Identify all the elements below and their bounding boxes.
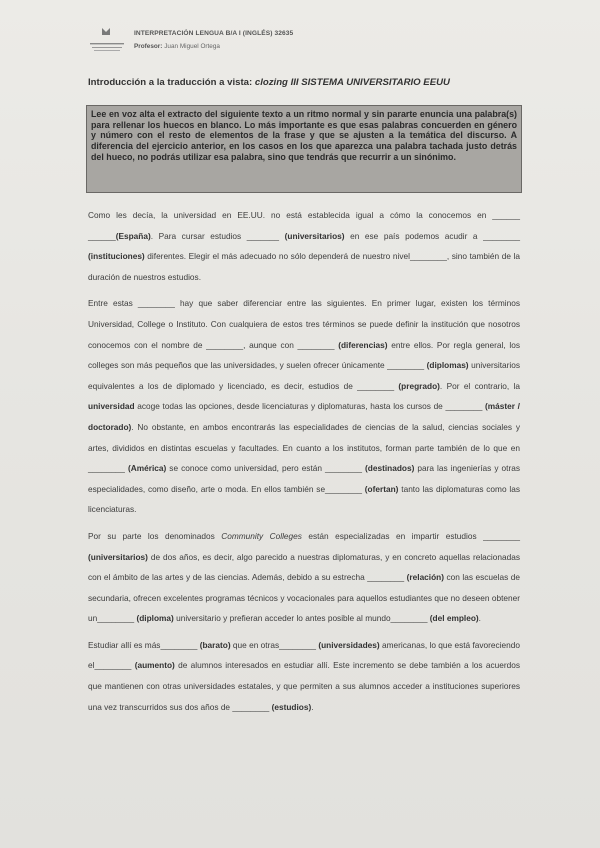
text-run: . No obstante, en ambos encontrarás las especialidades de ciencias de la salud, ciencias sociales y artes, divididos en distintas escuelas y facultades. En cuanto a los institutos, forman parte también de lo que en ________ <box>88 421 520 474</box>
text-run: universitarios equivalentes a los de diplomado y licenciado, es decir, estudios de ________ <box>88 360 520 391</box>
text-run: tanto las diplomaturas como las licenciaturas. <box>88 483 520 515</box>
document-header <box>88 26 548 66</box>
text-run: en ese país podemos acudir a ________ <box>344 230 520 241</box>
answer-hint: (diferencias) <box>338 339 388 350</box>
answer-hint: (ofertan) <box>364 483 399 494</box>
text-run: . <box>311 701 314 712</box>
answer-hint: (España) <box>115 230 151 241</box>
text-run: están especializadas en impartir estudios ________ <box>301 530 520 541</box>
instructions-box <box>86 105 522 193</box>
answer-hint: (instituciones) <box>88 251 145 262</box>
answer-hint: (aumento) <box>134 660 175 671</box>
answer-hint: (diploma) <box>136 613 174 624</box>
text-run: se conoce como universidad, pero están ________ <box>166 463 366 474</box>
text-run: Como les decía, la universidad en EE.UU. no está establecida igual a cómo la conocemos en ______ ______ <box>88 210 520 241</box>
teacher-name: Juan Miguel Ortega <box>164 43 220 50</box>
text-run: con las escuelas de secundaria, ofrecen excelentes programas técnicos y vocacionales para aquellos estudiantes que no deseen obtener un________ <box>88 572 520 624</box>
paragraph-2 <box>88 293 520 520</box>
course-title: INTERPRETACIÓN LENGUA B/A I (INGLÉS) 32635 <box>134 30 294 37</box>
answer-hint: (estudios) <box>271 701 312 712</box>
answer-hint: (del empleo) <box>429 613 479 624</box>
text-run: universitario y prefieran acceder lo antes posible al mundo________ <box>173 613 430 624</box>
text-run: . Para cursar estudios _______ <box>150 230 285 241</box>
exercise-text <box>88 205 520 723</box>
italic-term: Community Colleges <box>221 530 302 541</box>
bold-word: universidad <box>88 401 135 412</box>
paragraph-1 <box>88 205 520 287</box>
text-run: Por su parte los denominados <box>88 530 222 541</box>
text-run: de alumnos interesados en estudiar allí. Este incremento se debe también a los acuerdos que mantienen con otras universidades estatales, y que permiten a sus alumnos acceder a instituciones superiores una vez transcurridos sus dos años de ________ <box>88 660 520 712</box>
title-italic: clozing III SISTEMA UNIVERSITARIO EEUU <box>254 77 450 88</box>
paragraph-3 <box>88 526 520 629</box>
text-run: Estudiar allí es más________ <box>88 639 200 650</box>
university-logo <box>88 26 128 56</box>
text-run: . <box>478 613 481 624</box>
text-run: americanas, lo que está favoreciendo el________ <box>88 639 520 671</box>
paragraph-4 <box>88 635 520 717</box>
text-run: . Por el contrario, la <box>439 380 521 391</box>
answer-hint: (máster / doctorado) <box>88 401 520 432</box>
text-run: para las ingenierías y otras especialidades, como diseño, arte o moda. En ellos también se________ <box>88 463 520 494</box>
answer-hint: (universitarios) <box>88 551 148 562</box>
text-run: diferentes. Elegir el más adecuado no sólo dependerá de nuestro nivel________, sino también de la duración de nuestros estudios. <box>88 251 520 282</box>
answer-hint: (universitarios) <box>284 230 345 241</box>
answer-hint: (relación) <box>406 572 445 583</box>
answer-hint: (pregrado) <box>398 380 440 391</box>
answer-hint: (destinados) <box>365 463 415 474</box>
teacher-label: Profesor: <box>134 43 163 50</box>
answer-hint: (diplomas) <box>426 360 469 371</box>
instructions-text: Lee en voz alta el extracto del siguiente texto a un ritmo normal y sin pararte enuncia una palabra(s) para rellenar los huecos en blanco. Lo más importante es que esas palabras concuerden en género y número con el resto de elementos de la frase y que se ajusten a la temática del discurso. A diferencia del ejercicio anterior, en los casos en los que aparezca una palabra tachada justo detrás del hueco, no podrás utilizar esa palabra, sino que tendrás que recurrir a un sinónimo. <box>91 109 517 162</box>
answer-hint: (universidades) <box>318 639 380 650</box>
answer-hint: (América) <box>127 463 167 474</box>
text-run: entre ellos. Por regla general, los colleges son más pequeños que las universidades, y suelen ofrecer únicamente ________ <box>88 339 520 371</box>
title-prefix: Introducción a la traducción a vista: <box>88 77 255 88</box>
text-run: que en otras________ <box>230 639 319 650</box>
teacher-line <box>134 43 220 50</box>
text-run: acoge todas las opciones, desde licenciaturas y diplomaturas, hasta los cursos de ________ <box>134 401 486 412</box>
answer-hint: (barato) <box>199 639 231 650</box>
text-run: Entre estas ________ hay que saber diferenciar entre las siguientes. En primer lugar, existen los términos Universidad, College o Instituto. Con cualquiera de estos tres términos se puede definir la institución que nosotros conocemos con el nombre de ________, aunque con ________ <box>88 298 520 350</box>
exercise-title <box>88 77 528 88</box>
text-run: de dos años, es decir, algo parecido a nuestras diplomaturas, y en concreto aquellas relacionadas con el ámbito de las artes y de las ciencias. Además, debido a su estrecha ________ <box>88 551 520 583</box>
